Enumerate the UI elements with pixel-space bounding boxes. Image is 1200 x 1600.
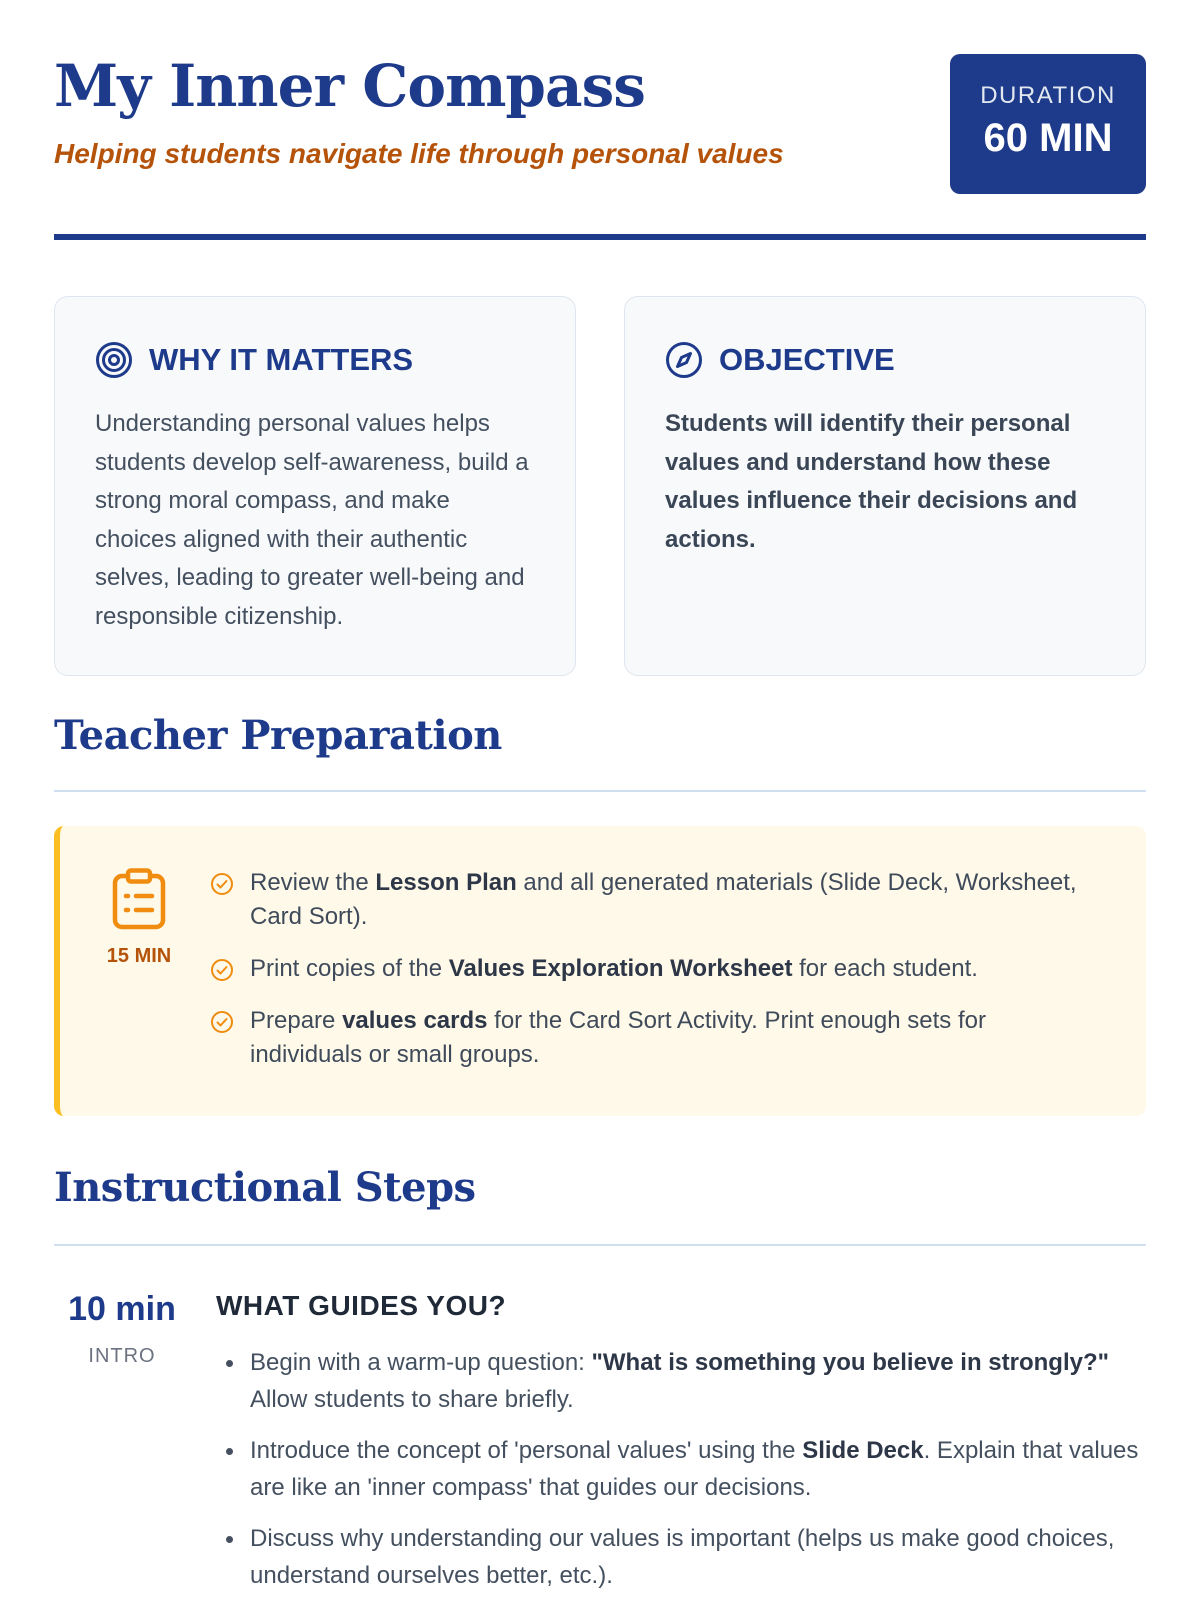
step-title: WHAT GUIDES YOU? (216, 1290, 507, 1321)
why-it-matters-card (54, 296, 576, 676)
why-it-matters-title: WHY IT MATTERS (149, 342, 414, 377)
bullet-text: . Explain that values are like an 'inner compass' that guides our decisions. (250, 1437, 1139, 1501)
info-cards (54, 296, 1146, 676)
step-bullet (216, 1520, 1146, 1594)
page-subtitle: Helping students navigate life through personal values (54, 138, 784, 169)
checklist-text: Prepare (250, 1007, 343, 1034)
clipboard-icon (111, 868, 167, 930)
preparation-box (54, 826, 1146, 1116)
page-title: My Inner Compass (54, 52, 645, 120)
bullet-text: Discuss why understanding our values is important (helps us make good choices, understand ourselves better, etc.). (250, 1525, 1115, 1589)
step-content (216, 1290, 1146, 1600)
compass-icon (665, 341, 703, 379)
checklist-bold: Lesson Plan (375, 869, 517, 896)
step-phase: INTRO (88, 1345, 156, 1367)
check-circle-icon (210, 958, 234, 982)
header-divider (54, 234, 1146, 240)
checklist-text: for each student. (792, 955, 978, 982)
bullet-text: Allow students to share briefly. (250, 1386, 574, 1413)
preparation-checklist (210, 866, 1096, 1090)
header (54, 0, 1146, 240)
step-timing (54, 1290, 190, 1368)
preparation-time (106, 868, 172, 968)
step-minutes: 10 min (68, 1290, 176, 1328)
duration-label: DURATION (980, 82, 1116, 109)
check-circle-icon (210, 872, 234, 896)
checklist-text: and all generated materials (Slide Deck, Worksheet, Card Sort). (250, 869, 1077, 930)
checklist-text: Print copies of the (250, 955, 449, 982)
objective-title: OBJECTIVE (719, 342, 895, 377)
checklist-bold: values cards (342, 1007, 488, 1034)
step-bullet (216, 1432, 1146, 1506)
checklist-bold: Values Exploration Worksheet (448, 955, 793, 982)
instructional-steps-heading: Instructional Steps (54, 1164, 476, 1211)
check-circle-icon (210, 1010, 234, 1034)
why-it-matters-text: Understanding personal values helps students develop self-awareness, build a strong moral compass, and make choices aligned with their authentic selves, leading to greater well-being and responsible citizenship. (95, 410, 529, 630)
bullet-text: Begin with a warm-up question: (250, 1349, 592, 1376)
bullet-bold: Slide Deck (802, 1437, 924, 1464)
objective-text: Students will identify their personal values and understand how these values influence their decisions and actions. (665, 410, 1078, 553)
section-divider (54, 790, 1146, 792)
step-bullet (216, 1344, 1146, 1418)
checklist-item (210, 952, 1096, 986)
checklist-item (210, 1004, 1096, 1072)
teacher-preparation-heading: Teacher Preparation (54, 712, 502, 759)
checklist-item (210, 866, 1096, 934)
section-divider (54, 1244, 1146, 1246)
bullet-bold: "What is something you believe in strongly?" (591, 1349, 1110, 1376)
checklist-text: for the Card Sort Activity. Print enough sets for individuals or small groups. (250, 1007, 986, 1068)
target-icon (95, 341, 133, 379)
step-bullets (216, 1344, 1146, 1594)
preparation-minutes: 15 MIN (106, 945, 172, 967)
duration-badge (950, 54, 1146, 194)
objective-card (624, 296, 1146, 676)
checklist-text: Review the (250, 869, 376, 896)
bullet-text: Introduce the concept of 'personal values' using the (250, 1437, 803, 1464)
duration-value: 60 MIN (983, 116, 1113, 160)
